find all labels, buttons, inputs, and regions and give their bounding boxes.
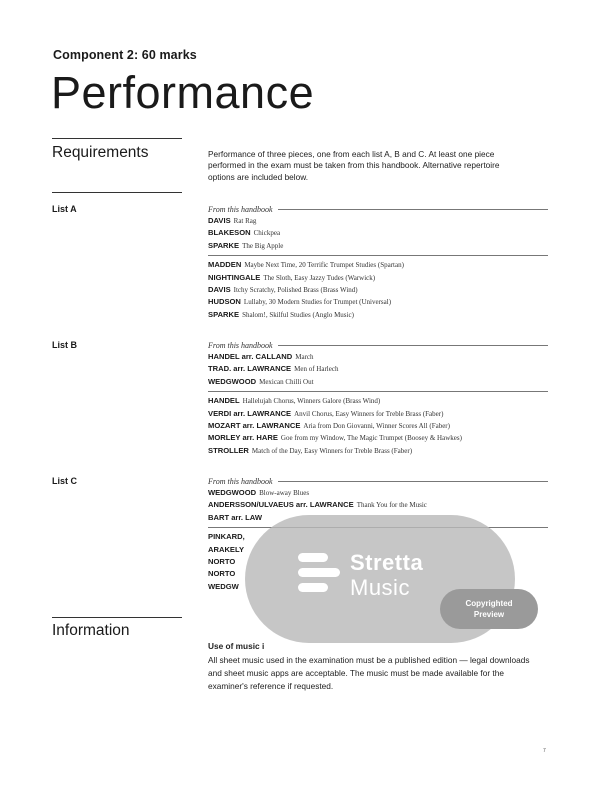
composer: MORLEY arr. HARE: [208, 433, 278, 443]
list-item: [208, 259, 548, 271]
composer: SPARKE: [208, 240, 240, 250]
piece: Shalom!, Skilful Studies (Anglo Music): [242, 310, 354, 319]
piece: Mexican Chilli Out: [259, 377, 314, 386]
list-item: [208, 487, 548, 499]
list-b-group: [208, 340, 548, 457]
from-handbook-label: From this handbook: [208, 477, 273, 486]
composer: DAVIS: [208, 216, 231, 225]
composer: HANDEL: [208, 396, 240, 406]
list-item: [208, 284, 548, 296]
copyright-badge: [440, 589, 538, 629]
list-item: [208, 309, 548, 321]
requirements-intro: Performance of three pieces, one from each list A, B and C. At least one piece performed in the exam must be taken from this handbook. Alternative repertoire options are included below.: [208, 149, 500, 182]
composer: ANDERSSON/ULVAEUS arr. LAWRANCE: [208, 500, 354, 510]
composer: ARAKELY: [208, 544, 245, 554]
piece: Chickpea: [253, 229, 281, 238]
page-number: 7: [543, 748, 546, 754]
piece: Rat Rag: [233, 217, 257, 225]
piece: Itchy Scratchy, Polished Brass (Brass Wind): [233, 286, 358, 295]
list-item: [208, 272, 548, 284]
list-item: [208, 351, 548, 363]
composer: MOZART arr. LAWRANCE: [208, 421, 301, 431]
piece: Maybe Next Time, 20 Terrific Trumpet Studies (Spartan): [244, 261, 404, 270]
page-title: Performance: [51, 67, 315, 118]
piece: The Big Apple: [242, 241, 284, 250]
from-handbook-row: [208, 340, 548, 351]
list-item: [208, 395, 548, 407]
divider: [52, 192, 182, 193]
component-heading: Component 2: 60 marks: [53, 48, 197, 62]
from-handbook-row: [208, 204, 548, 215]
piece: Lullaby, 30 Modern Studies for Trumpet (Universal): [243, 298, 392, 307]
list-item: [208, 215, 548, 227]
list-item: [208, 432, 548, 444]
composer: DAVIS: [208, 285, 231, 295]
list-item: [208, 408, 548, 420]
composer: NORTO: [208, 569, 236, 579]
composer: HUDSON: [208, 297, 241, 307]
composer: MADDEN: [208, 260, 242, 270]
stretta-logo-icon: [298, 553, 340, 593]
piece: Match of the Day, Easy Winners for Treble Brass (Faber): [251, 446, 413, 455]
list-item: [208, 296, 548, 308]
watermark-brand-line1: Stretta: [350, 550, 424, 575]
list-a-label: List A: [52, 204, 77, 214]
composer: VERDI arr. LAWRANCE: [208, 408, 292, 418]
piece: Men of Harlech: [294, 365, 339, 374]
from-handbook-row: [208, 476, 548, 487]
composer: NORTO: [208, 557, 236, 567]
composer: BLAKESON: [208, 228, 251, 238]
composer: NIGHTINGALE: [208, 272, 261, 282]
list-b-label: List B: [52, 340, 78, 350]
composer: WEDGWOOD: [208, 376, 257, 386]
list-c-label: List C: [52, 476, 78, 486]
piece: Anvil Chorus, Easy Winners for Treble Brass (Faber): [294, 409, 444, 418]
composer: PINKARD,: [208, 532, 245, 542]
list-item: [208, 376, 548, 388]
list-a-group: [208, 204, 548, 321]
information-text: [208, 640, 538, 693]
piece: The Sloth, Easy Jazzy Tudes (Warwick): [263, 273, 376, 282]
composer: BART arr. LAW: [208, 512, 263, 522]
divider: [52, 138, 182, 139]
from-handbook-label: From this handbook: [208, 205, 273, 214]
watermark-brand-line2: Music: [350, 575, 410, 600]
piece: Aria from Don Giovanni, Winner Scores All (Faber): [303, 422, 450, 431]
piece: Goe from my Window, The Magic Trumpet (Boosey & Hawkes): [280, 434, 462, 443]
composer: TRAD. arr. LAWRANCE: [208, 364, 292, 374]
composer: WEDGW: [208, 581, 239, 591]
list-item: [208, 420, 548, 432]
list-item: [208, 240, 548, 252]
list-item: [208, 499, 548, 511]
composer: STROLLER: [208, 445, 249, 455]
divider: [208, 391, 548, 392]
list-item: [208, 227, 548, 239]
divider: [52, 617, 182, 618]
piece: March: [295, 353, 314, 361]
composer: SPARKE: [208, 309, 240, 319]
copyright-badge-text: Copyrighted Preview: [465, 599, 513, 619]
composer: HANDEL arr. CALLAND: [208, 352, 293, 361]
information-lead: Use of music i: [208, 641, 265, 651]
list-item: [208, 445, 548, 457]
piece: Blow-away Blues: [259, 489, 310, 497]
composer: WEDGWOOD: [208, 488, 257, 497]
list-item: [208, 363, 548, 375]
requirements-heading: Requirements: [52, 144, 149, 161]
information-body: All sheet music used in the examination must be a published edition — legal downloads and sheet music apps are acceptable. The music must be made available for the examiner's reference if requested.: [208, 655, 530, 691]
piece: Thank You for the Music: [356, 501, 427, 510]
information-heading: Information: [52, 622, 130, 639]
piece: Hallelujah Chorus, Winners Galore (Brass Wind): [242, 397, 381, 406]
divider: [208, 255, 548, 256]
from-handbook-label: From this handbook: [208, 341, 273, 350]
